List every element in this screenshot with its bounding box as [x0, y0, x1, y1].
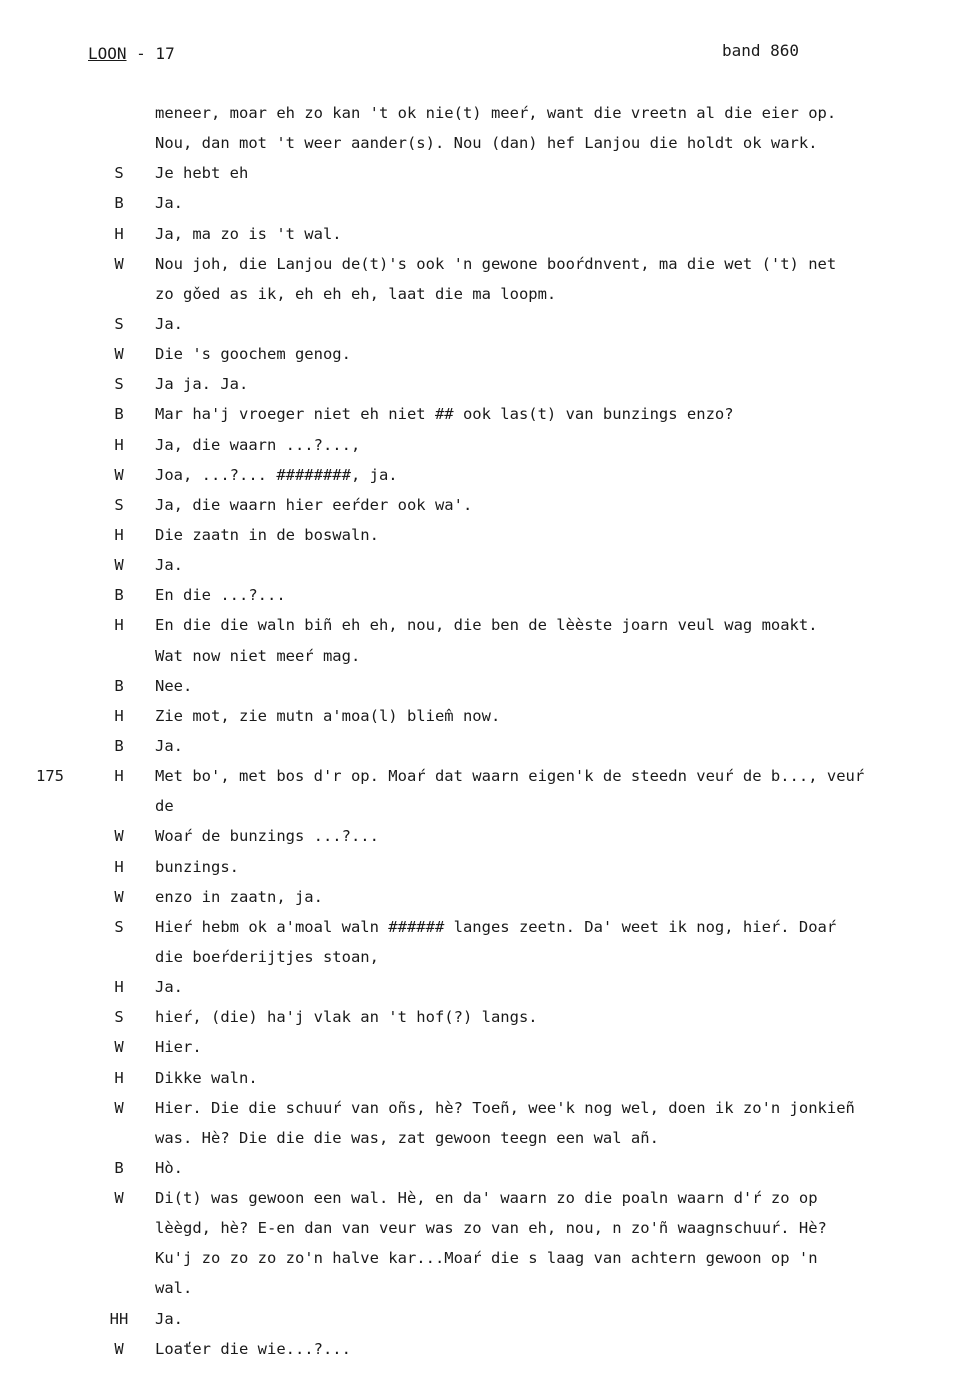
speaker-code: H [114, 857, 124, 876]
transcript-line [0, 102, 979, 132]
transcript-line [0, 614, 979, 644]
utterance-text: En die ...?... [155, 586, 286, 605]
utterance-text: En die die waln biñ eh eh, nou, die ben de lèèste joarn veul wag moakt. [155, 616, 818, 635]
transcript-line [0, 162, 979, 192]
utterance-text: Hier. [155, 1038, 202, 1057]
utterance-text: zo gǒed as ik, eh eh eh, laat die ma loopm. [155, 284, 557, 303]
utterance-text: Di(t) was gewoon een wal. Hè, en da' waarn zo die poaln waarn d'ŕ zo op [155, 1189, 818, 1208]
transcript-line [0, 1127, 979, 1157]
utterance-text: Loaťer die wie...?... [155, 1339, 351, 1358]
transcript-line [0, 554, 979, 584]
speaker-code: HH [109, 1309, 129, 1328]
transcript-line [0, 403, 979, 433]
utterance-text: Ja. [155, 736, 183, 755]
transcript-line [0, 494, 979, 524]
utterance-text: Nee. [155, 676, 193, 695]
transcript-line [0, 464, 979, 494]
speaker-code: W [114, 254, 124, 273]
speaker-code: W [114, 1189, 124, 1208]
speaker-code: W [114, 887, 124, 906]
transcript-line [0, 253, 979, 283]
speaker-code: B [114, 676, 124, 695]
transcript-line [0, 1338, 979, 1368]
header-project-label: LOON [88, 44, 127, 63]
speaker-code: S [114, 164, 124, 183]
utterance-text: Ku'j zo zo zo zo'n halve kar...Moaŕ die s laag van achtern gewoon op 'n [155, 1249, 818, 1268]
utterance-text: Ja, die waarn ...?..., [155, 435, 361, 454]
transcript-line [0, 705, 979, 735]
transcript-line [0, 1036, 979, 1066]
speaker-code: H [114, 435, 124, 454]
utterance-text: Dikke waln. [155, 1068, 258, 1087]
transcript-line [0, 313, 979, 343]
transcript-line [0, 675, 979, 705]
utterance-text: Nou joh, die Lanjou de(t)'s ook 'n gewone booŕdnvent, ma die wet ('t) net [155, 254, 837, 273]
speaker-code: W [114, 827, 124, 846]
transcript-line [0, 795, 979, 825]
transcript-line [0, 132, 979, 162]
transcript-line [0, 1187, 979, 1217]
speaker-code: S [114, 375, 124, 394]
utterance-text: Je hebt eh [155, 164, 249, 183]
page-header-right: band 860 [722, 41, 800, 60]
transcript-body [0, 102, 979, 1368]
speaker-code: W [114, 1098, 124, 1117]
header-page-number: - 17 [126, 44, 175, 63]
utterance-text: Woaŕ de bunzings ...?... [155, 827, 379, 846]
transcript-line [0, 886, 979, 916]
transcript-line [0, 584, 979, 614]
speaker-code: B [114, 1158, 124, 1177]
utterance-text: Die zaatn in de boswaln. [155, 525, 379, 544]
speaker-code: S [114, 1008, 124, 1027]
utterance-text: Ja. [155, 314, 183, 333]
utterance-text: Mar ha'j vroeger niet eh niet ## ook las(t) van bunzings enzo? [155, 405, 734, 424]
transcript-line [0, 283, 979, 313]
transcript-line [0, 1067, 979, 1097]
utterance-text: Ja. [155, 1309, 183, 1328]
speaker-code: H [114, 767, 124, 786]
transcript-line [0, 223, 979, 253]
speaker-code: S [114, 917, 124, 936]
utterance-text: wal. [155, 1279, 193, 1298]
utterance-text: Zie mot, zie mutn a'moa(l) bliem̂ now. [155, 706, 501, 725]
transcript-line [0, 434, 979, 464]
transcript-line [0, 1006, 979, 1036]
utterance-text: Ja, ma zo is 't wal. [155, 224, 342, 243]
speaker-code: H [114, 616, 124, 635]
utterance-text: bunzings. [155, 857, 239, 876]
speaker-code: B [114, 194, 124, 213]
transcript-line [0, 976, 979, 1006]
speaker-code: H [114, 1068, 124, 1087]
speaker-code: H [114, 224, 124, 243]
speaker-code: S [114, 314, 124, 333]
utterance-text: Hier. Die die schuuŕ van oñs, hè? Toeñ, wee'k nog wel, doen ik zo'n jonkieñ [155, 1098, 855, 1117]
speaker-code: S [114, 495, 124, 514]
speaker-code: B [114, 586, 124, 605]
speaker-code: H [114, 525, 124, 544]
speaker-code: W [114, 345, 124, 364]
utterance-text: hieŕ, (die) ha'j vlak an 't hof(?) langs. [155, 1008, 538, 1027]
transcript-line [0, 192, 979, 222]
transcript-line [0, 1247, 979, 1277]
speaker-code: W [114, 1339, 124, 1358]
speaker-code: H [114, 978, 124, 997]
utterance-text: de [155, 797, 174, 816]
utterance-text: meneer, moar eh zo kan 't ok nie(t) meeŕ, want die vreetn al die eier op. [155, 104, 837, 122]
transcript-line [0, 856, 979, 886]
page-header-left [88, 44, 175, 63]
speaker-code: W [114, 1038, 124, 1057]
line-number: 175 [36, 767, 64, 786]
transcript-line [0, 1097, 979, 1127]
speaker-code: H [114, 706, 124, 725]
utterance-text: Ja. [155, 194, 183, 213]
utterance-text: Met bo', met bos d'r op. Moaŕ dat waarn eigen'k de steedn veuŕ de b..., veuŕ [155, 767, 865, 786]
utterance-text: Hò. [155, 1158, 183, 1177]
utterance-text: was. Hè? Die die die was, zat gewoon teegn een wal añ. [155, 1128, 659, 1147]
transcript-line [0, 343, 979, 373]
utterance-text: Wat now niet meeŕ mag. [155, 646, 361, 665]
utterance-text: Ja. [155, 556, 183, 575]
utterance-text: Ja, die waarn hier eeŕder ook wa'. [155, 495, 473, 514]
transcript-line [0, 765, 979, 795]
speaker-code: B [114, 405, 124, 424]
transcript-line [0, 946, 979, 976]
utterance-text: lèègd, hè? E-en dan van veur was zo van eh, nou, n zo'ñ waagnschuuŕ. Hè? [155, 1219, 827, 1238]
transcript-line [0, 1277, 979, 1307]
speaker-code: W [114, 556, 124, 575]
utterance-text: Nou, dan mot 't weer aander(s). Nou (dan) hef Lanjou die holdt ok wark. [155, 134, 818, 153]
speaker-code: W [114, 465, 124, 484]
utterance-text: Die 's goochem genog. [155, 345, 351, 364]
speaker-code: B [114, 736, 124, 755]
transcript-line [0, 1157, 979, 1187]
utterance-text: enzo in zaatn, ja. [155, 887, 323, 906]
utterance-text: Ja. [155, 978, 183, 997]
utterance-text: Ja ja. Ja. [155, 375, 249, 394]
transcript-line [0, 916, 979, 946]
utterance-text: die boeŕderijtjes stoan, [155, 947, 379, 966]
transcript-line [0, 1308, 979, 1338]
transcript-line [0, 825, 979, 855]
transcript-line [0, 1217, 979, 1247]
transcript-line [0, 373, 979, 403]
utterance-text: Joa, ...?... ########, ja. [155, 465, 398, 484]
transcript-line [0, 645, 979, 675]
utterance-text: Hieŕ hebm ok a'moal waln ###### langes zeetn. Da' weet ik nog, hieŕ. Doaŕ [155, 917, 837, 936]
transcript-line [0, 524, 979, 554]
transcript-line [0, 735, 979, 765]
